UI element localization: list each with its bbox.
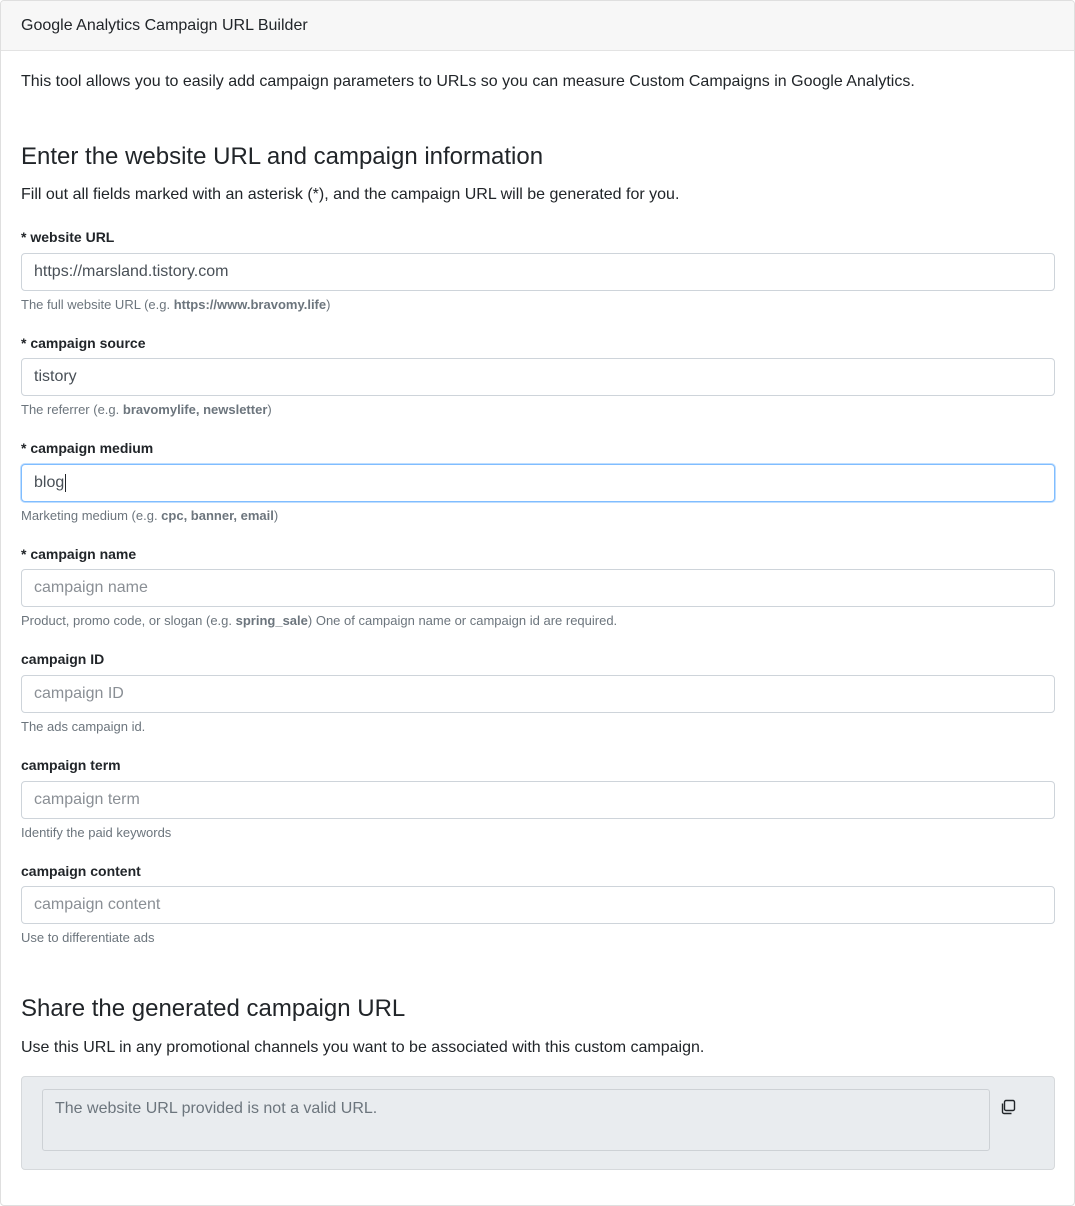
campaign-id-help: The ads campaign id. <box>21 719 146 734</box>
form-section-subtitle: Fill out all fields marked with an asterisk (*), and the campaign URL will be generated for you. <box>21 186 680 203</box>
campaign-content-input[interactable] <box>21 886 1055 924</box>
share-section-heading: Share the generated campaign URL <box>21 995 406 1022</box>
generated-url-panel <box>21 1076 1055 1170</box>
campaign-source-help: The referrer (e.g. bravomylife, newsletter) <box>21 402 272 417</box>
website-url-input[interactable] <box>21 253 1055 291</box>
campaign-term-placeholder: campaign term <box>34 791 140 808</box>
campaign-id-placeholder: campaign ID <box>34 685 124 702</box>
generated-url-text: The website URL provided is not a valid URL. <box>55 1100 378 1117</box>
campaign-id-input[interactable] <box>21 675 1055 713</box>
campaign-content-help: Use to differentiate ads <box>21 930 155 945</box>
share-section-subtitle: Use this URL in any promotional channels you want to be associated with this custom campaign. <box>21 1039 705 1056</box>
generated-url-output[interactable] <box>42 1089 990 1151</box>
campaign-medium-label: * campaign medium <box>21 440 154 456</box>
campaign-id-label: campaign ID <box>21 651 105 667</box>
campaign-medium-value: blog <box>34 474 65 491</box>
website-url-value: https://marsland.tistory.com <box>34 263 229 280</box>
campaign-content-label: campaign content <box>21 863 141 879</box>
campaign-term-input[interactable] <box>21 781 1055 819</box>
campaign-term-label: campaign term <box>21 757 121 773</box>
website-url-help: The full website URL (e.g. https://www.bravomy.life) <box>21 297 331 312</box>
copy-icon-graphic <box>1000 1099 1016 1115</box>
campaign-medium-input[interactable] <box>21 464 1055 502</box>
page-title: Google Analytics Campaign URL Builder <box>21 16 308 34</box>
campaign-source-input[interactable] <box>21 358 1055 396</box>
campaign-source-value: tistory <box>34 368 77 385</box>
campaign-name-input[interactable] <box>21 569 1055 607</box>
form-section-heading: Enter the website URL and campaign information <box>21 143 544 170</box>
intro-text: This tool allows you to easily add campaign parameters to URLs so you can measure Custom Campaigns in Google Analytics. <box>21 73 915 90</box>
card-header <box>1 1 1074 51</box>
campaign-name-help: Product, promo code, or slogan (e.g. spring_sale) One of campaign name or campaign id are required. <box>21 613 618 628</box>
campaign-name-placeholder: campaign name <box>34 579 148 596</box>
website-url-label: * website URL <box>21 229 115 245</box>
campaign-source-label: * campaign source <box>21 335 146 351</box>
campaign-medium-help: Marketing medium (e.g. cpc, banner, email) <box>21 508 279 523</box>
text-caret <box>65 474 66 492</box>
campaign-content-placeholder: campaign content <box>34 896 161 913</box>
copy-icon[interactable] <box>1000 1099 1020 1119</box>
campaign-term-help: Identify the paid keywords <box>21 825 172 840</box>
campaign-name-label: * campaign name <box>21 546 137 562</box>
